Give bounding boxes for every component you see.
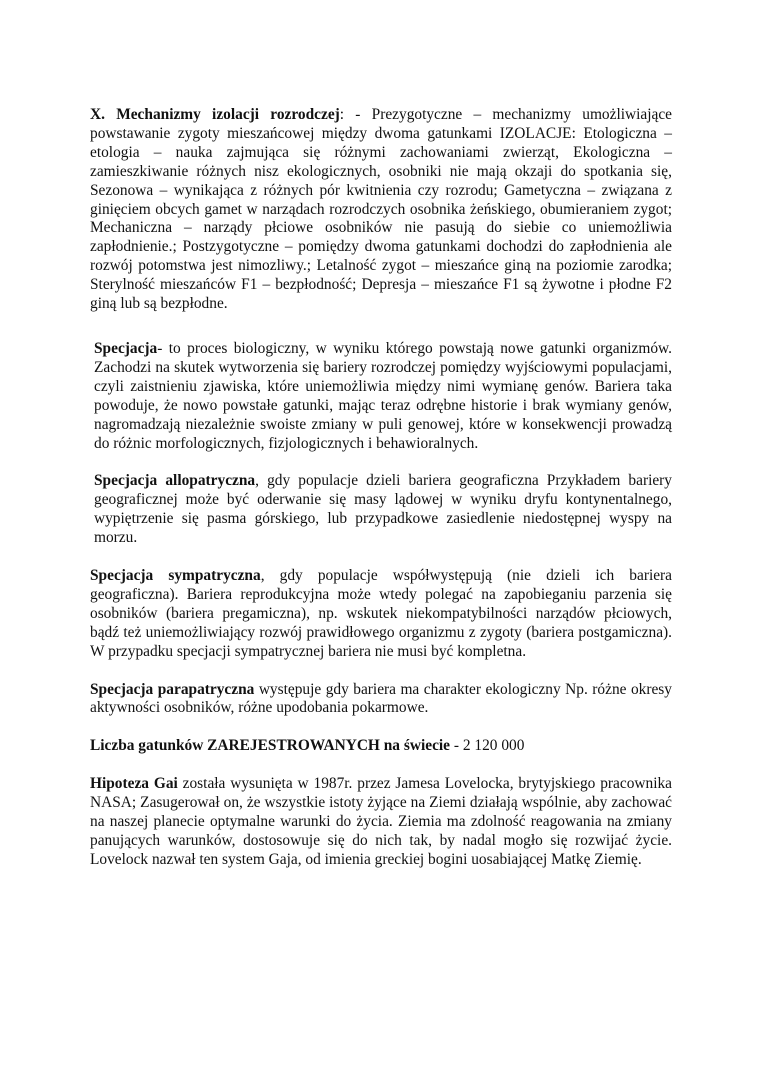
paragraph-isolation-mechanisms [90, 106, 672, 314]
text-parapatric: występuje gdy bariera ma charakter ekologiczny Np. różne okresy aktywności osobników, różne upodobania pokarmowe. [90, 680, 672, 717]
text-isolation-mechanisms: : - Prezygotyczne – mechanizmy umożliwiające powstawanie zygoty mieszańcowej między dwoma gatunkami IZOLACJE: Etologiczna – etologia – nauka zajmująca się różnymi zachowaniami zwierząt, Ekologiczna – zamieszkiwanie różnych nisz ekologicznych, osobniki nie mają okzaji do spotkania się, Sezonowa – wynikająca z różnych pór kwitnienia czy rozrodu; Gametyczna – związana z ginięciem obcych gamet w narządach rozrodczych osobnika żeńskiego, obumieraniem zygot; Mechaniczna – narządy płciowe osobników nie pasują do siebie co uniemożliwia zapłodnienie.; Postzygotyczne – pomiędzy dwoma gatunkami dochodzi do zapłodnienia ale rozwój potomstwa jest nimozliwy.; Letalność zygot – mieszańce giną na poziomie zarodka; Sterylność mieszańców F1 – bezpłodność; Depresja – mieszańce F1 są żywotne i płodne F2 giną lub są bezpłodne. [90, 106, 672, 313]
paragraph-parapatric [90, 681, 672, 719]
text-speciation: - to proces biologiczny, w wyniku którego powstają nowe gatunki organizmów. Zachodzi na skutek wytworzenia się bariery rozrodczej pomiędzy wyjściowymi populacjami, czyli zaistnieniu zjawiska, które uniemożliwia między nimi wymianę genów. Bariera taka powoduje, że nowo powstałe gatunki, mając teraz odrębne historie i brak wymiany genów, nagromadzają niezależnie swoiste zmiany w puli genowej, które w konsekwencji prowadzą do różnic morfologicznych, fizjologicznych i behawioralnych. [94, 339, 672, 452]
heading-parapatric: Specjacja parapatryczna [90, 680, 255, 698]
heading-allopatric: Specjacja allopatryczna [94, 472, 256, 490]
heading-speciation: Specjacja [94, 339, 158, 357]
paragraph-gaia-hypothesis [90, 775, 672, 870]
text-allopatric: , gdy populacje dzieli bariera geograficzna Przykładem bariery geograficznej może być oderwanie się masy lądowej w wyniku dryfu kontynentalnego, wypiętrzenie się pasma górskiego, lub przypadkowe zasiedlenie niedostępnej wyspy na morzu. [94, 472, 672, 547]
text-species-count: - 2 120 000 [450, 737, 525, 755]
document-page [90, 106, 672, 870]
heading-species-count: Liczba gatunków ZAREJESTROWANYCH na świecie [90, 737, 451, 755]
paragraph-species-count [90, 737, 672, 756]
heading-gaia-hypothesis: Hipoteza Gai [90, 775, 178, 793]
paragraph-sympatric [90, 567, 672, 662]
paragraph-allopatric [90, 472, 672, 548]
heading-sympatric: Specjacja sympatryczna [90, 567, 261, 585]
heading-isolation-mechanisms: X. Mechanizmy izolacji rozrodczej [90, 106, 340, 123]
text-sympatric: , gdy populacje współwystępują (nie dzieli ich bariera geograficzna). Bariera reprodukcyjna może wtedy polegać na zapobieganiu parzenia się osobników (bariera pregamiczna), np. wskutek niekompatybilności narządów płciowych, bądź też uniemożliwiający rozwój prawidłowego organizmu z zygoty (bariera postgamiczna). W przypadku specjacji sympatrycznej bariera nie musi być kompletna. [90, 567, 673, 660]
text-gaia-hypothesis: została wysunięta w 1987r. przez Jamesa Lovelocka, brytyjskiego pracownika NASA; Zasugerował on, że wszystkie istoty żyjące na Ziemi działają wspólnie, aby zachować na naszej planecie optymalne warunki do życia. Ziemia ma zdolność reagowania na zmiany panujących warunków, dostosowuje się do nich tak, by nadal mogło się rozwijać życie. Lovelock nazwał ten system Gaja, od imienia greckiej bogini uosabiającej Matkę Ziemię. [90, 775, 672, 868]
paragraph-speciation [90, 340, 672, 453]
